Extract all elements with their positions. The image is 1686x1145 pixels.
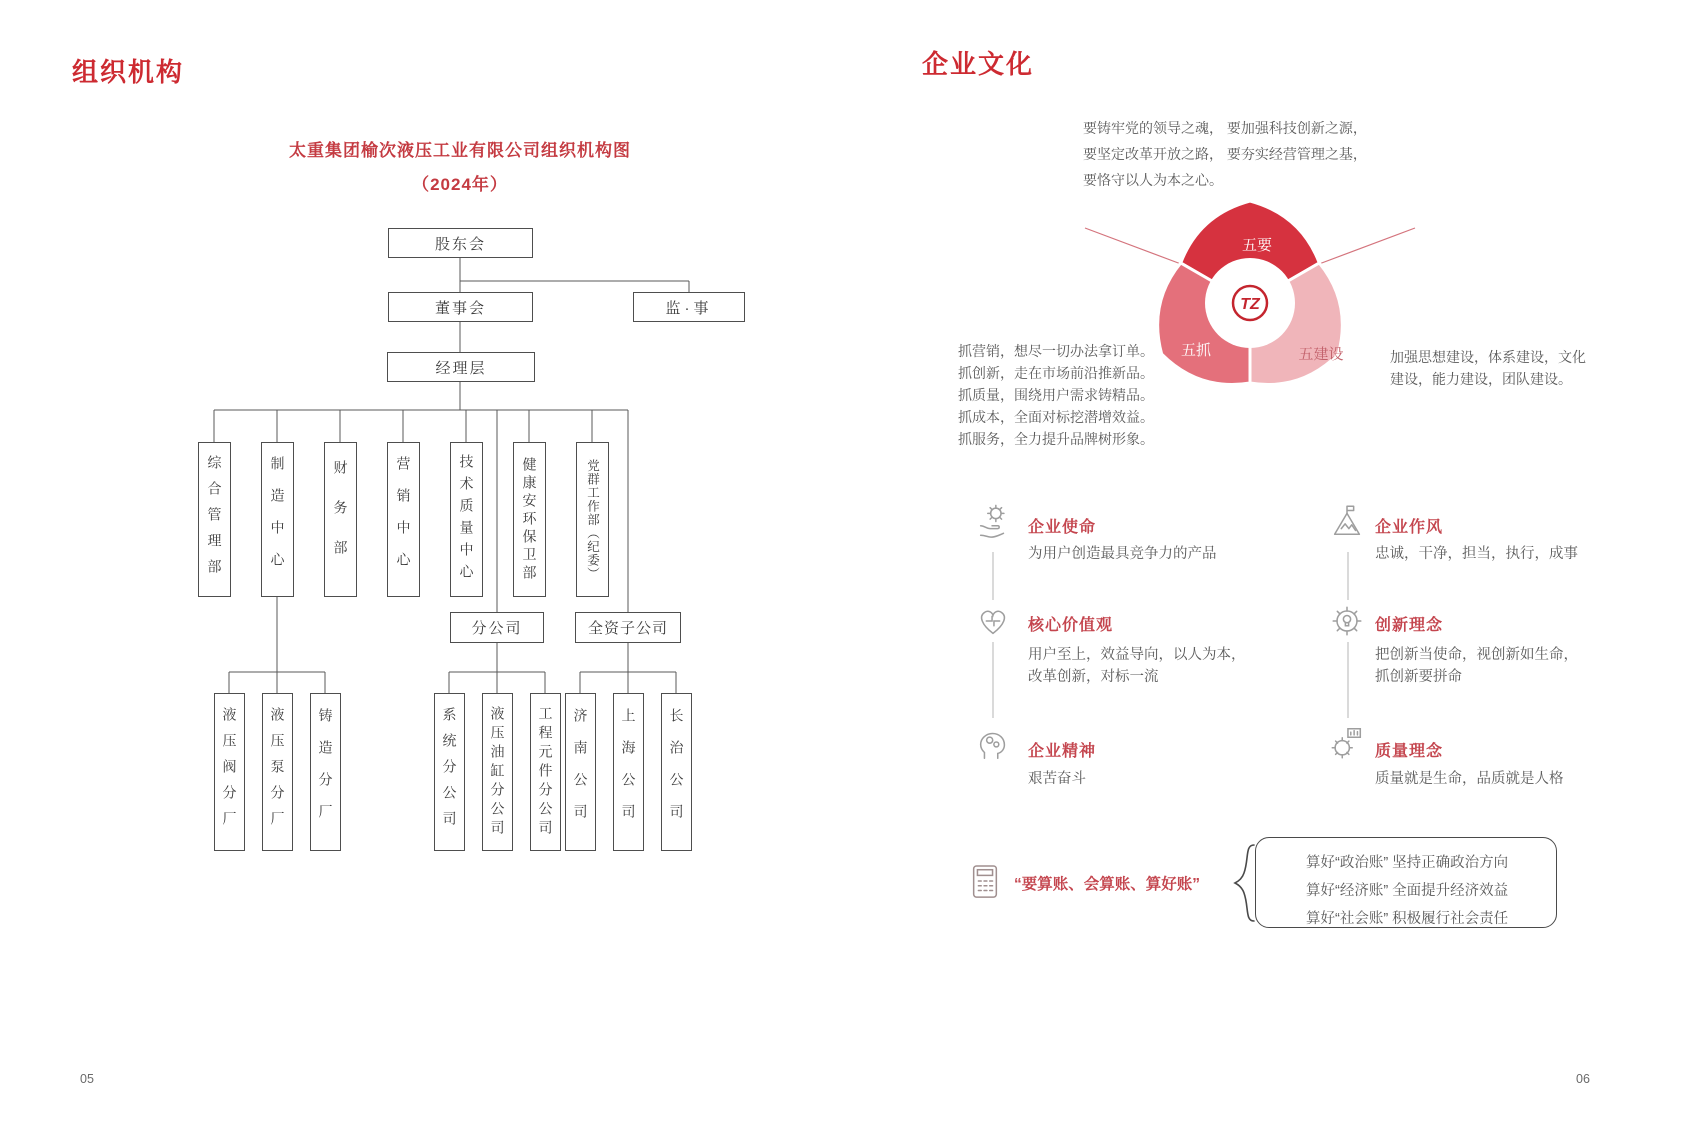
culture-item-text: 用户至上，效益导向，以人为本，: [1028, 647, 1246, 663]
culture-intro-line: 要坚定改革开放之路， 要夯实经营管理之基，: [1083, 146, 1367, 162]
flag-mountain-icon: [1328, 500, 1366, 542]
org-node-subsidiary: 上海公司: [613, 693, 644, 851]
culture-item-title: 企业精神: [1028, 743, 1097, 760]
org-node-factory: 液压泵分厂: [262, 693, 293, 851]
head-gears-icon: [974, 722, 1012, 764]
org-node-department: 制造中心: [261, 442, 294, 597]
org-node-factory: 液压阀分厂: [214, 693, 245, 851]
accounting-line: 算好“政治账” 坚持正确政治方向: [1306, 855, 1509, 871]
org-node-department: 健康安环保卫部: [513, 442, 546, 597]
culture-item-text: 忠诚，干净，担当，执行，成事: [1375, 546, 1578, 562]
gear-hand-icon: [974, 500, 1012, 542]
calculator-icon: [968, 862, 1002, 902]
culture-item-text: 为用户创造最具竞争力的产品: [1028, 546, 1217, 562]
five-builds-line: 加强思想建设，体系建设，文化: [1390, 349, 1586, 365]
page-number-left: 05: [80, 1072, 94, 1086]
culture-item-title: 企业使命: [1028, 519, 1097, 536]
culture-item-text: 把创新当使命，视创新如生命，: [1375, 647, 1578, 663]
heart-puzzle-icon: [974, 600, 1012, 642]
culture-item-text: 改革创新，对标一流: [1028, 669, 1159, 685]
culture-item-title: 核心价值观: [1028, 617, 1114, 634]
five-grabs-line: 抓服务，全力提升品牌树形象。: [958, 431, 1154, 447]
org-node-management: 经理层: [387, 352, 535, 382]
accounting-line: 算好“经济账” 全面提升经济效益: [1306, 883, 1509, 899]
culture-item-title: 企业作风: [1375, 519, 1444, 536]
culture-intro-line: 要恪守以人为本之心。: [1083, 172, 1223, 188]
accounting-line: 算好“社会账” 积极履行社会责任: [1306, 911, 1509, 927]
culture-item-text: 抓创新要拼命: [1375, 669, 1462, 685]
left-section-title: 组织机构: [72, 57, 185, 87]
culture-connector-lines: [993, 552, 1348, 718]
five-grabs-line: 抓创新，走在市场前沿推新品。: [958, 365, 1154, 381]
brace-icon: [1232, 843, 1258, 923]
org-node-branch: 工程元件分公司: [530, 693, 561, 851]
org-node-branch: 系统分公司: [434, 693, 465, 851]
org-node-branch-group: 分公司: [450, 612, 544, 643]
five-builds-line: 建设，能力建设，团队建设。: [1390, 371, 1572, 387]
accounting-box: [1255, 837, 1557, 928]
org-node-department: 技术质量中心: [450, 442, 483, 597]
gear-chart-icon: [1328, 722, 1366, 764]
tz-logo-text: TZ: [1240, 296, 1260, 313]
org-node-factory: 铸造分厂: [310, 693, 341, 851]
five-grabs-line: 抓成本，全面对标挖潜增效益。: [958, 409, 1154, 425]
gear-bulb-icon: [1328, 600, 1366, 642]
org-node-subsidiary: 济南公司: [565, 693, 596, 851]
org-node-department: 财务部: [324, 442, 357, 597]
five-grabs-line: 抓质量，围绕用户需求铸精品。: [958, 387, 1154, 403]
flower-label-top: 五要: [1241, 237, 1273, 254]
accounting-quote: “要算账、会算账、算好账”: [1014, 876, 1201, 893]
flower-label-left: 五抓: [1180, 342, 1212, 359]
culture-item-title: 创新理念: [1375, 617, 1444, 634]
org-node-department: 综合管理部: [198, 442, 231, 597]
org-chart-title-line1: 太重集团榆次液压工业有限公司组织机构图: [289, 141, 631, 160]
org-node-supervisors: 监·事: [633, 292, 745, 322]
five-grabs-line: 抓营销，想尽一切办法拿订单。: [958, 343, 1154, 359]
org-node-subsidiary-group: 全资子公司: [575, 612, 681, 643]
org-node-shareholders: 股东会: [388, 228, 533, 258]
culture-item-text: 艰苦奋斗: [1028, 771, 1086, 787]
culture-item-title: 质量理念: [1375, 743, 1444, 760]
culture-item-text: 质量就是生命，品质就是人格: [1375, 771, 1564, 787]
org-node-branch: 液压油缸分公司: [482, 693, 513, 851]
org-node-department: 营销中心: [387, 442, 420, 597]
org-chart-title-line2: （2024年）: [412, 175, 508, 194]
org-node-subsidiary: 长治公司: [661, 693, 692, 851]
flower-label-right: 五建设: [1298, 346, 1344, 363]
org-node-department: 党群工作部（纪委）: [576, 442, 609, 597]
org-node-board: 董事会: [388, 292, 533, 322]
page-number-right: 06: [1576, 1072, 1590, 1086]
right-section-title: 企业文化: [922, 49, 1035, 79]
culture-intro-line: 要铸牢党的领导之魂， 要加强科技创新之源，: [1083, 120, 1367, 136]
